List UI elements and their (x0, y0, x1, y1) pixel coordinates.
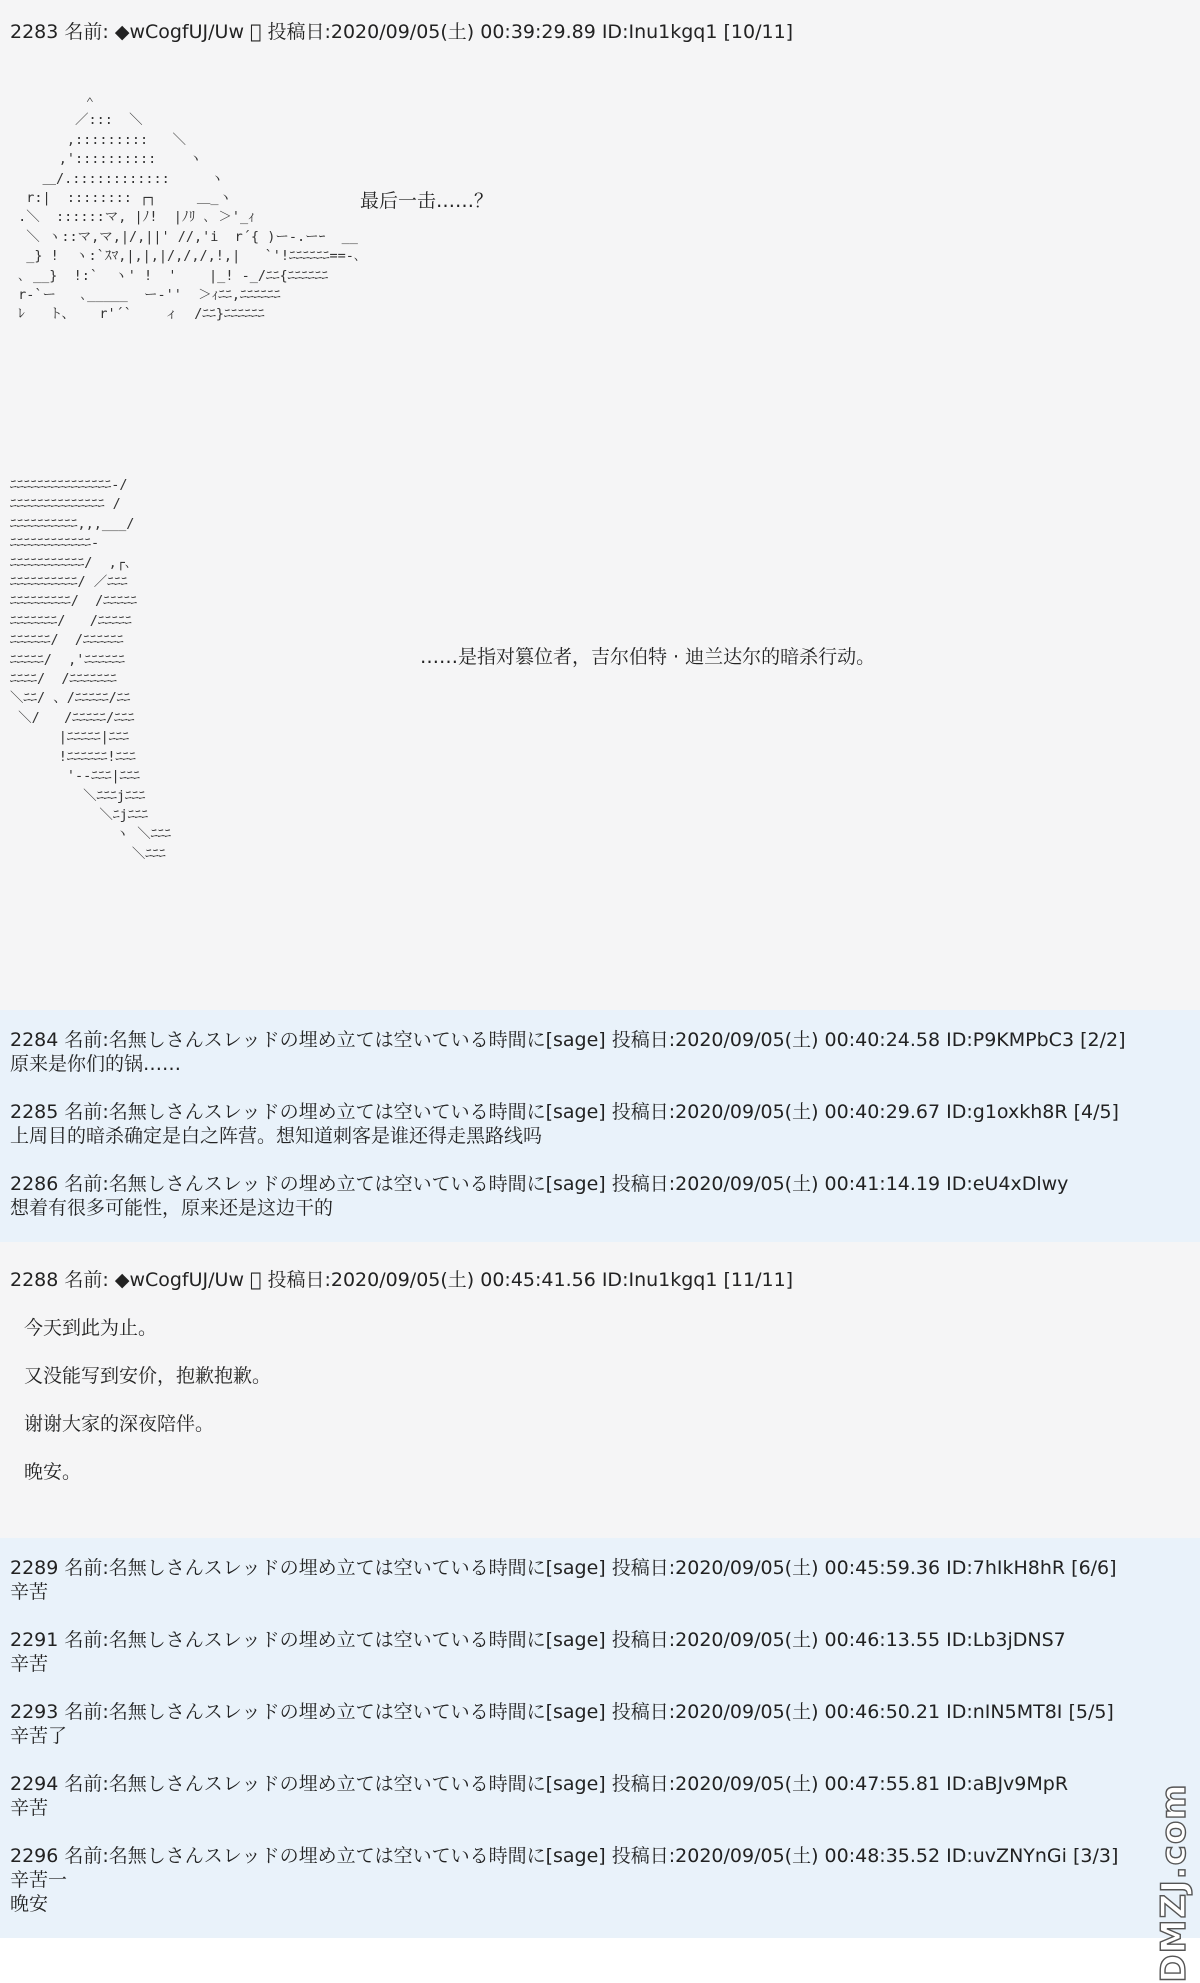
post-header: 2293 名前:名無しさんスレッドの埋め立ては空いている時間に[sage] 投稿日:2020/09/05(土) 00:46:50.21 ID:nIN5MT8I [5/5] (10, 1701, 1114, 1723)
post-body: 晚安 (10, 1893, 49, 1915)
ascii-art-sword: ＾ ／::: ＼ ,::::::::: ＼ ,':::::::::: ヽ ＿/.:::::::::::: ヽ r:| :::::::: ┌┐ ＿_ヽ .＼ ::::::マ, |ﾉ! |ﾉﾘ ､ ＞'_ｨ ＼ ヽ::マ,マ,|/,||' //,'i r´{ )ー-.ーｰ __ _} ! ヽ:`ｽﾏ,|,|,|/,/,/,!,| `'!ﾆﾆﾆﾆﾆﾆ==-､ ､ __} !:` ヽ' ! ' |_! -_/ﾆﾆ{ﾆﾆﾆﾆﾆﾆ r-`ー ､_____ ー‐'' ＞ｨﾆﾆ,ﾆﾆﾆﾆﾆﾆ ﾚ ト、 r'´` ィ /ﾆﾆ}ﾆﾆﾆﾆﾆﾆ (18, 93, 361, 323)
post-header: 2289 名前:名無しさんスレッドの埋め立ては空いている時間に[sage] 投稿日:2020/09/05(土) 00:45:59.36 ID:7hIkH8hR [6/6] (10, 1557, 1117, 1579)
post-header: 2294 名前:名無しさんスレッドの埋め立ては空いている時間に[sage] 投稿日:2020/09/05(土) 00:47:55.81 ID:aBJv9MpR (10, 1773, 1069, 1795)
post-header: 2285 名前:名無しさんスレッドの埋め立ては空いている時間に[sage] 投稿日:2020/09/05(土) 00:40:29.67 ID:g1oxkh8R [4/5] (10, 1101, 1119, 1123)
post-header: 2286 名前:名無しさんスレッドの埋め立ては空いている時間に[sage] 投稿日:2020/09/05(土) 00:41:14.19 ID:eU4xDlwy (10, 1173, 1069, 1195)
post-line: 晚安。 (24, 1461, 82, 1483)
post-body: 辛苦 (10, 1797, 49, 1819)
post-header: 2283 名前: ◆wCogfUJ/Uw ￿ 投稿日:2020/09/05(土) 00:39:29.89 ID:Inu1kgq1 [10/11] (10, 21, 794, 43)
post-header: 2291 名前:名無しさんスレッドの埋め立ては空いている時間に[sage] 投稿日:2020/09/05(土) 00:46:13.55 ID:Lb3jDNS7 (10, 1629, 1066, 1651)
reply-group (0, 1010, 1200, 1242)
art-caption: 最后一击……？ (360, 190, 494, 212)
reply-group (0, 1538, 1200, 1938)
post-body: 辛苦了 (10, 1725, 68, 1747)
watermark-logo (1154, 1783, 1194, 1983)
post-body: 辛苦 (10, 1653, 49, 1675)
post-line: 谢谢大家的深夜陪伴。 (24, 1413, 215, 1435)
post-body: 辛苦 (10, 1581, 49, 1603)
post-header: 2288 名前: ◆wCogfUJ/Uw ￿ 投稿日:2020/09/05(土) 00:45:41.56 ID:Inu1kgq1 [11/11] (10, 1269, 794, 1291)
post-body: 上周目的暗杀确定是白之阵营。想知道刺客是谁还得走黑路线吗 (10, 1125, 543, 1147)
post-header: 2284 名前:名無しさんスレッドの埋め立ては空いている時間に[sage] 投稿日:2020/09/05(土) 00:40:24.58 ID:P9KMPbC3 [2/2] (10, 1029, 1126, 1051)
post-line: 今天到此为止。 (24, 1317, 158, 1339)
post-body: 原来是你们的锅…… (10, 1053, 182, 1075)
post-2288 (0, 1242, 1200, 1538)
art-caption: ……是指对篡位者，吉尔伯特 · 迪兰达尔的暗杀行动。 (420, 646, 876, 668)
post-header: 2296 名前:名無しさんスレッドの埋め立ては空いている時間に[sage] 投稿日:2020/09/05(土) 00:48:35.52 ID:uvZNYnGi [3/3] (10, 1845, 1119, 1867)
post-body: 辛苦一 (10, 1869, 68, 1891)
ascii-art-blade: ﾆﾆﾆﾆﾆﾆﾆﾆﾆﾆﾆﾆﾆﾆﾆ-/ ﾆﾆﾆﾆﾆﾆﾆﾆﾆﾆﾆﾆﾆﾆ / ﾆﾆﾆﾆﾆﾆﾆﾆﾆﾆ,,,___/ ﾆﾆﾆﾆﾆﾆﾆﾆﾆﾆﾆﾆ- ﾆﾆﾆﾆﾆﾆﾆﾆﾆﾆﾆ/ ,┌､ ﾆﾆﾆﾆﾆﾆﾆﾆﾆﾆ/ ／ﾆﾆﾆ ﾆﾆﾆﾆﾆﾆﾆﾆﾆ/ /ﾆﾆﾆﾆﾆ ﾆﾆﾆﾆﾆﾆﾆ/ /ﾆﾆﾆﾆﾆ ﾆﾆﾆﾆﾆﾆ/ /ﾆﾆﾆﾆﾆﾆ ﾆﾆﾆﾆﾆ/ ,'ﾆﾆﾆﾆﾆﾆ ﾆﾆﾆﾆ/ /ﾆﾆﾆﾆﾆﾆﾆ ＼ﾆﾆ/ 、/ﾆﾆﾆﾆﾆ/ﾆﾆ ＼/ /ﾆﾆﾆﾆﾆ/ﾆﾆﾆ |ﾆﾆﾆﾆﾆ|ﾆﾆﾆ !ﾆﾆﾆﾆﾆﾆ!ﾆﾆﾆ '‐-ﾆﾆﾆ|ﾆﾆﾆ ＼ﾆﾆﾆjﾆﾆﾆ ＼ﾆjﾆﾆﾆ ヽ ＼ﾆﾆﾆ ＼ﾆﾆﾆ (10, 477, 172, 862)
watermark-text: DMZJ.com (1154, 1783, 1194, 1983)
post-body: 想着有很多可能性，原来还是这边干的 (10, 1197, 334, 1219)
post-line: 又没能写到安价，抱歉抱歉。 (24, 1365, 272, 1387)
